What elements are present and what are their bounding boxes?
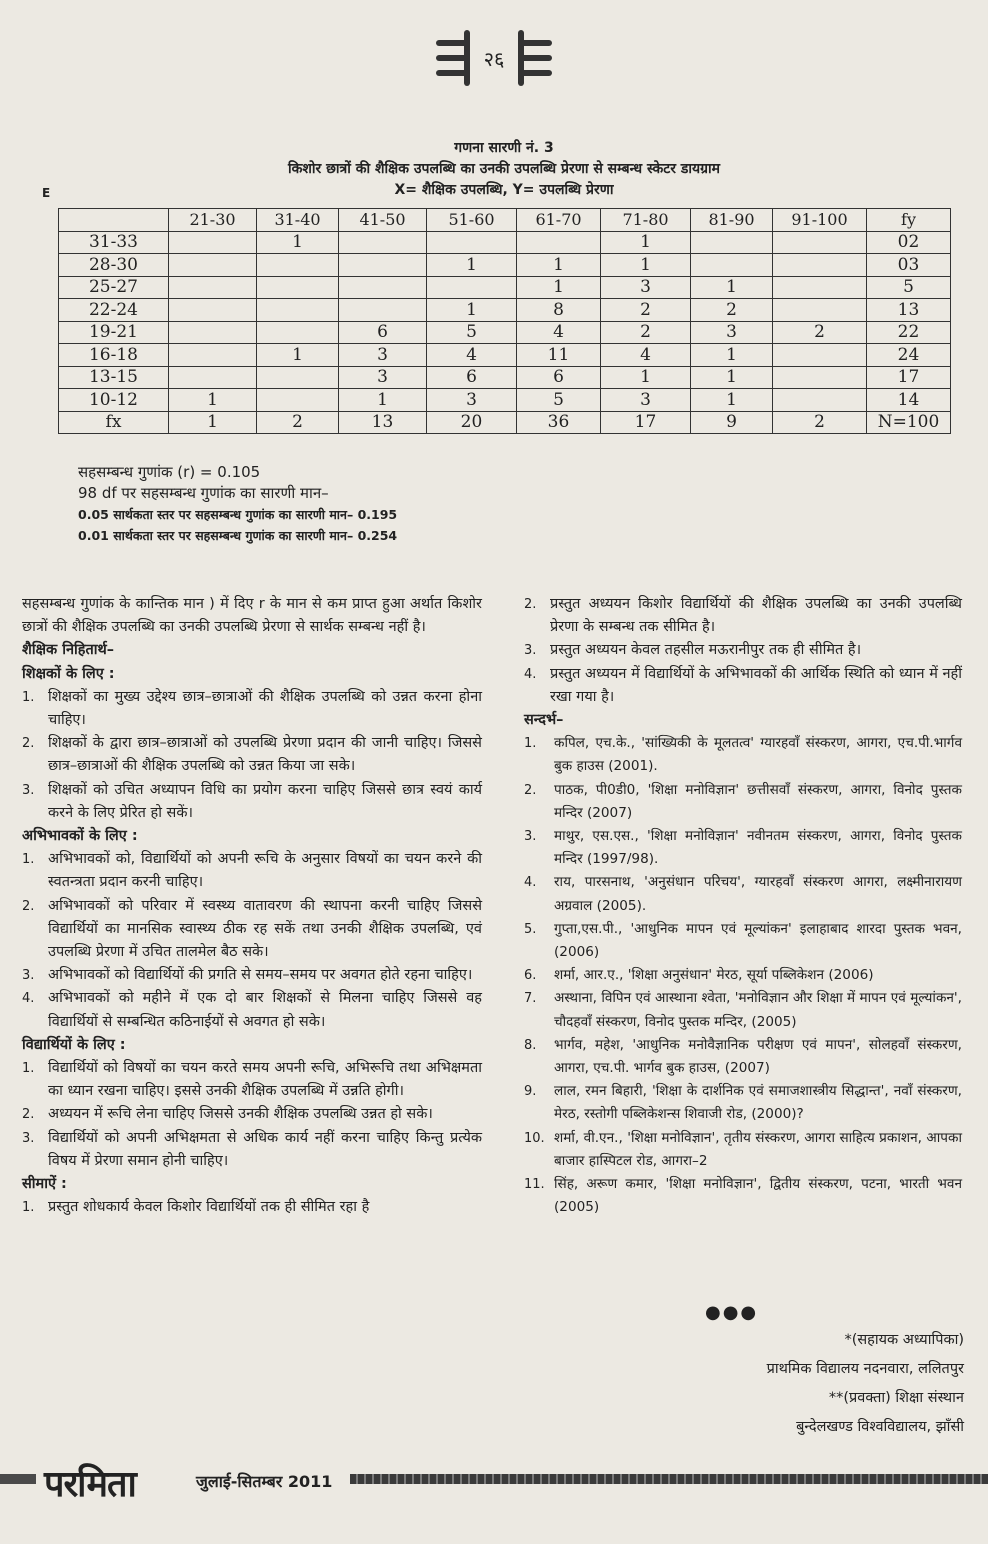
table-cell bbox=[427, 276, 517, 299]
item-text: पाठक, पी0डी0, 'शिक्षा मनोविज्ञान' छत्तीसवाँ संस्करण, आगरा, विनोद पुस्तक मन्दिर (2007) bbox=[554, 781, 962, 821]
table-cell: 1 bbox=[169, 389, 257, 412]
list-item bbox=[22, 964, 482, 987]
references-heading: सन्दर्भ– bbox=[524, 712, 564, 729]
footer-bar-right bbox=[350, 1474, 988, 1484]
table-cell: 2 bbox=[257, 411, 339, 434]
item-text: अस्थाना, विपिन एवं आस्थाना श्वेता, 'मनोविज्ञान और शिक्षा में मापन एवं मूल्यांकन', चौदहवाँ संस्करण, विनोद पुस्तक मन्दिर, (2005) bbox=[554, 990, 962, 1030]
table-cell: 1 bbox=[517, 254, 601, 277]
item-text: कपिल, एच.के., 'सांख्यिकी के मूलतत्व' ग्यारहवाँ संस्करण, आगरा, एच.पी.भार्गव बुक हाउस (2001). bbox=[554, 735, 962, 775]
table-row bbox=[59, 231, 951, 254]
intro-paragraph: सहसम्बन्ध गुणांक के कान्तिक मान ) में दिए r के मान से कम प्राप्त हुआ अर्थात किशोर छात्रों की शैक्षिक उपलब्धि का उनकी उपलब्धि प्रेरणा से सार्थक सम्बन्ध नहीं है। bbox=[22, 596, 482, 636]
table-cell bbox=[773, 344, 867, 367]
footer bbox=[0, 1456, 988, 1504]
limits-heading: सीमाऐं : bbox=[22, 1176, 67, 1193]
table-cell bbox=[773, 366, 867, 389]
table-cell bbox=[257, 276, 339, 299]
table-cell: 2 bbox=[601, 321, 691, 344]
table-cell: 3 bbox=[427, 389, 517, 412]
table-cell: 1 bbox=[691, 276, 773, 299]
table-cell: 1 bbox=[427, 254, 517, 277]
item-text: प्रस्तुत अध्ययन किशोर विद्यार्थियों की शैक्षिक उपलब्धि का उनकी उपलब्धि प्रेरणा के सम्बन्ध तक सीमित है। bbox=[550, 596, 962, 636]
table-cell: 5 bbox=[427, 321, 517, 344]
table-cell: 4 bbox=[427, 344, 517, 367]
list-item bbox=[524, 1127, 962, 1173]
table-cell: 1 bbox=[691, 366, 773, 389]
list-item bbox=[22, 732, 482, 778]
column-header: 91-100 bbox=[773, 209, 867, 232]
table-cell bbox=[339, 254, 427, 277]
table-row bbox=[59, 254, 951, 277]
table-cell bbox=[257, 321, 339, 344]
correlation-value: सहसम्बन्ध गुणांक (r) = 0.105 bbox=[78, 463, 261, 481]
table-cell: 6 bbox=[427, 366, 517, 389]
item-number: 3. bbox=[524, 829, 537, 845]
table-cell: 1 bbox=[691, 389, 773, 412]
item-number: 4. bbox=[524, 666, 537, 682]
table-cell: 2 bbox=[691, 299, 773, 322]
column-header: 81-90 bbox=[691, 209, 773, 232]
table-cell: 3 bbox=[601, 276, 691, 299]
table-cell: 11 bbox=[517, 344, 601, 367]
implications-heading: शैक्षिक निहितार्थ– bbox=[22, 642, 114, 659]
ornament-right bbox=[518, 30, 552, 86]
table-cell bbox=[169, 321, 257, 344]
list-item bbox=[22, 1127, 482, 1173]
item-number: 9. bbox=[524, 1084, 537, 1100]
table-cell bbox=[339, 276, 427, 299]
table-cell: 1 bbox=[339, 389, 427, 412]
item-number: 2. bbox=[524, 597, 537, 612]
item-number: 11. bbox=[524, 1177, 545, 1193]
table-title: किशोर छात्रों की शैक्षिक उपलब्धि का उनकी उपलब्धि प्रेरणा से सम्बन्ध स्केटर डायग्राम bbox=[287, 161, 721, 177]
item-text: शिक्षकों को उचित अध्यापन विधि का प्रयोग करना चाहिए जिससे छात्र स्वयं कार्य करने के लिए प्रेरित हो सकें। bbox=[48, 781, 482, 821]
author-affiliations bbox=[560, 1326, 964, 1442]
level-05: 0.05 सार्थकता स्तर पर सहसम्बन्ध गुणांक का सारणी मान– 0.195 bbox=[78, 507, 398, 522]
table-cell bbox=[339, 299, 427, 322]
row-label: 19-21 bbox=[59, 321, 169, 344]
table-row bbox=[59, 366, 951, 389]
table-cell: 2 bbox=[601, 299, 691, 322]
table-cell: 3 bbox=[339, 344, 427, 367]
row-label: 13-15 bbox=[59, 366, 169, 389]
column-header: 41-50 bbox=[339, 209, 427, 232]
journal-name: परमिता bbox=[44, 1464, 136, 1505]
item-text: प्रस्तुत शोधकार्य केवल किशोर विद्यार्थियों तक ही सीमित रहा है bbox=[48, 1199, 370, 1216]
table-cell bbox=[427, 231, 517, 254]
table-row bbox=[59, 321, 951, 344]
table-cell: 3 bbox=[691, 321, 773, 344]
table-cell: 13 bbox=[339, 411, 427, 434]
table-cell: N=100 bbox=[867, 411, 951, 434]
item-text: विद्यार्थियों को अपनी अभिक्षमता से अधिक कार्य नहीं करना चाहिए किन्तु प्रत्येक विषय में प्रेरणा समान होनी चाहिए। bbox=[48, 1129, 482, 1169]
table-cell: 1 bbox=[517, 276, 601, 299]
students-heading: विद्यार्थियों के लिए : bbox=[22, 1036, 126, 1053]
table-cell: 4 bbox=[517, 321, 601, 344]
table-cell: 03 bbox=[867, 254, 951, 277]
corner-mark: E bbox=[42, 186, 51, 200]
item-number: 2. bbox=[22, 898, 35, 914]
teachers-list bbox=[22, 686, 482, 825]
item-number: 3. bbox=[22, 782, 35, 798]
table-heading bbox=[60, 138, 948, 201]
table-cell: 13 bbox=[867, 299, 951, 322]
table-cell: 2 bbox=[773, 411, 867, 434]
list-item bbox=[524, 825, 962, 871]
table-cell: 14 bbox=[867, 389, 951, 412]
table-cell bbox=[257, 254, 339, 277]
affiliation-line-4: बुन्देलखण्ड विश्वविद्यालय, झाँसी bbox=[796, 1419, 964, 1435]
item-text: प्रस्तुत अध्ययन में विद्यार्थियों के अभिभावकों की आर्थिक स्थिति को ध्यान में नहीं रखा गया है। bbox=[550, 665, 962, 705]
item-text: सिंह, अरूण कमार, 'शिक्षा मनोविज्ञान', द्वितीय संस्करण, पटना, भारती भवन (2005) bbox=[554, 1176, 962, 1216]
table-row bbox=[59, 344, 951, 367]
parents-heading: अभिभावकों के लिए : bbox=[22, 828, 138, 845]
table-row bbox=[59, 389, 951, 412]
item-text: अभिभावकों को विद्यार्थियों की प्रगति से समय–समय पर अवगत होते रहना चाहिए। bbox=[48, 967, 473, 984]
item-number: 3. bbox=[524, 643, 537, 659]
df-line: 98 df पर सहसम्बन्ध गुणांक का सारणी मान– bbox=[78, 484, 329, 502]
table-cell: 1 bbox=[601, 231, 691, 254]
table-row bbox=[59, 276, 951, 299]
affiliation-line-1: *(सहायक अध्यापिका) bbox=[844, 1332, 964, 1348]
item-number: 10. bbox=[524, 1130, 545, 1146]
table-cell bbox=[169, 366, 257, 389]
list-item bbox=[524, 593, 962, 639]
table-cell: 1 bbox=[169, 411, 257, 434]
affiliation-line-2: प्राथमिक विद्यालय नदनवारा, ललितपुर bbox=[766, 1361, 964, 1377]
item-text: अभिभावकों को महीने में एक दो बार शिक्षकों से मिलना चाहिए जिससे वह विद्यार्थियों से सम्बन्धित कठिनाईयों से अवगत हो सके। bbox=[48, 990, 482, 1030]
item-number: 1. bbox=[22, 689, 35, 705]
table-cell: 22 bbox=[867, 321, 951, 344]
table-header-row bbox=[59, 209, 951, 232]
list-item bbox=[524, 964, 962, 987]
limits-list bbox=[22, 1196, 482, 1219]
row-label: 31-33 bbox=[59, 231, 169, 254]
row-label: 22-24 bbox=[59, 299, 169, 322]
item-text: प्रस्तुत अध्ययन केवल तहसील मऊरानीपुर तक ही सीमित है। bbox=[550, 642, 862, 659]
item-number: 1. bbox=[22, 1200, 35, 1216]
table-cell bbox=[773, 231, 867, 254]
column-header: 21-30 bbox=[169, 209, 257, 232]
table-body bbox=[59, 231, 951, 434]
item-number: 3. bbox=[22, 968, 35, 984]
list-item bbox=[22, 1196, 482, 1219]
table-cell: 17 bbox=[601, 411, 691, 434]
item-number: 2. bbox=[22, 1107, 35, 1123]
list-item bbox=[22, 848, 482, 894]
level-01: 0.01 सार्थकता स्तर पर सहसम्बन्ध गुणांक का सारणी मान– 0.254 bbox=[78, 528, 398, 543]
item-number: 2. bbox=[22, 736, 35, 752]
item-number: 1. bbox=[524, 736, 537, 752]
table-cell: 20 bbox=[427, 411, 517, 434]
column-header bbox=[59, 209, 169, 232]
table-cell: 1 bbox=[601, 366, 691, 389]
table-cell: 1 bbox=[427, 299, 517, 322]
table-cell bbox=[169, 299, 257, 322]
table-cell: 3 bbox=[339, 366, 427, 389]
item-number: 1. bbox=[22, 852, 35, 868]
list-item bbox=[22, 686, 482, 732]
table-row bbox=[59, 299, 951, 322]
table-cell bbox=[257, 366, 339, 389]
item-number: 8. bbox=[524, 1037, 537, 1053]
table-cell bbox=[169, 231, 257, 254]
column-header: 61-70 bbox=[517, 209, 601, 232]
item-number: 4. bbox=[22, 991, 35, 1007]
table-cell: 6 bbox=[339, 321, 427, 344]
list-item bbox=[22, 987, 482, 1033]
table-cell: 5 bbox=[867, 276, 951, 299]
table-cell: 1 bbox=[257, 344, 339, 367]
row-label: 16-18 bbox=[59, 344, 169, 367]
list-item bbox=[524, 918, 962, 964]
table-cell: 36 bbox=[517, 411, 601, 434]
table-axes-legend: X= शैक्षिक उपलब्धि, Y= उपलब्धि प्रेरणा bbox=[394, 182, 614, 198]
table-cell: 1 bbox=[257, 231, 339, 254]
footer-bar-left bbox=[0, 1474, 36, 1484]
table-number: गणना सारणी नं. 3 bbox=[454, 140, 554, 156]
item-text: लाल, रमन बिहारी, 'शिक्षा के दार्शनिक एवं समाजशास्त्रीय सिद्धान्त', नवाँ संस्करण, मेरठ, रस्तोगी पब्लिकेशन्स शिवाजी रोड, (2000)? bbox=[554, 1083, 962, 1123]
row-label: 28-30 bbox=[59, 254, 169, 277]
references-list bbox=[524, 732, 962, 1219]
left-column bbox=[22, 593, 482, 1219]
column-header: 51-60 bbox=[427, 209, 517, 232]
list-item bbox=[524, 871, 962, 917]
scatter-table bbox=[58, 208, 951, 434]
table-cell bbox=[257, 299, 339, 322]
list-item bbox=[22, 895, 482, 965]
item-text: अभिभावकों को, विद्यार्थियों को अपनी रूचि के अनुसार विषयों का चयन करने की स्वतन्त्रता प्रदान करनी चाहिए। bbox=[48, 851, 482, 891]
table-cell: 4 bbox=[601, 344, 691, 367]
item-number: 7. bbox=[524, 991, 537, 1007]
list-item bbox=[524, 663, 962, 709]
item-text: अध्ययन में रूचि लेना चाहिए जिससे उनकी शैक्षिक उपलब्धि उन्नत हो सके। bbox=[48, 1106, 433, 1123]
table-cell bbox=[691, 254, 773, 277]
item-text: अभिभावकों को परिवार में स्वस्थ्य वातावरण की स्थापना करनी चाहिए जिससे विद्यार्थियों का मानसिक स्वास्थ्य ठीक रह सकें तथा उनकी शैक्षिक उपलब्धि, एवं उपलब्धि प्रेरणा में उचित तालमेल बैठ सके। bbox=[48, 897, 482, 961]
list-item bbox=[524, 779, 962, 825]
item-text: गुप्ता,एस.पी., 'आधुनिक मापन एवं मूल्यांकन' इलाहाबाद शारदा पुस्तक भवन, (2006) bbox=[554, 920, 962, 961]
item-number: 1. bbox=[22, 1061, 35, 1077]
table-cell: 17 bbox=[867, 366, 951, 389]
list-item bbox=[524, 639, 962, 662]
row-label: fx bbox=[59, 411, 169, 434]
teachers-heading: शिक्षकों के लिए : bbox=[22, 665, 115, 682]
column-header: 71-80 bbox=[601, 209, 691, 232]
table-cell bbox=[691, 231, 773, 254]
item-number: 6. bbox=[524, 968, 537, 984]
item-number: 3. bbox=[22, 1130, 35, 1146]
table-cell: 2 bbox=[773, 321, 867, 344]
page-number-text: २६ bbox=[483, 46, 505, 71]
table-cell bbox=[169, 254, 257, 277]
list-item bbox=[22, 779, 482, 825]
table-cell bbox=[169, 276, 257, 299]
table-cell: 5 bbox=[517, 389, 601, 412]
row-label: 25-27 bbox=[59, 276, 169, 299]
table-cell bbox=[773, 276, 867, 299]
table-cell: 1 bbox=[601, 254, 691, 277]
item-text: शिक्षकों के द्वारा छात्र–छात्राओं को उपलब्धि प्रेरणा प्रदान की जानी चाहिए। जिससे छात्र–छात्राओं की शैक्षिक उपलब्धि को उन्नत किया जा सके। bbox=[48, 735, 482, 775]
item-text: राय, पारसनाथ, 'अनुसंधान परिचय', ग्यारहवाँ संस्करण आगरा, लक्ष्मीनारायण अग्रवाल (2005). bbox=[554, 874, 962, 914]
list-item bbox=[524, 1080, 962, 1126]
stats-block bbox=[78, 462, 778, 546]
item-number: 4. bbox=[524, 875, 537, 891]
affiliation-line-3: **(प्रवक्ता) शिक्षा संस्थान bbox=[828, 1390, 964, 1406]
table-cell: 1 bbox=[691, 344, 773, 367]
list-item bbox=[22, 1103, 482, 1126]
item-text: भार्गव, महेश, 'आधुनिक मनोवैज्ञानिक परीक्षण एवं मापन', सोलहवाँ संस्करण, आगरा, एच.पी. भार्गव बुक हाउस, (2007) bbox=[554, 1036, 962, 1077]
table-cell bbox=[339, 231, 427, 254]
parents-list bbox=[22, 848, 482, 1034]
item-text: शर्मा, वी.एन., 'शिक्षा मनोविज्ञान', तृतीय संस्करण, आगरा साहित्य प्रकाशन, आपका बाजार हास्पिटल रोड, आगरा–2 bbox=[554, 1129, 962, 1169]
item-text: शिक्षकों का मुख्य उद्देश्य छात्र–छात्राओं की शैक्षिक उपलब्धि को उन्नत करना होना चाहिए। bbox=[48, 688, 482, 729]
column-header: 31-40 bbox=[257, 209, 339, 232]
list-item bbox=[524, 1034, 962, 1080]
table-cell bbox=[517, 231, 601, 254]
list-item bbox=[524, 732, 962, 778]
limits-list-continued bbox=[524, 593, 962, 709]
table-cell: 24 bbox=[867, 344, 951, 367]
list-item bbox=[524, 1173, 962, 1219]
table-cell: 6 bbox=[517, 366, 601, 389]
table-cell bbox=[773, 299, 867, 322]
item-text: विद्यार्थियों को विषयों का चयन करते समय अपनी रूचि, अभिरूचि तथा अभिक्षमता का ध्यान रखना चाहिए। इससे उनकी शैक्षिक उपलब्धि में उन्नति होगी। bbox=[48, 1060, 482, 1100]
page-number bbox=[0, 30, 988, 90]
table-cell: 8 bbox=[517, 299, 601, 322]
section-separator: ●●● bbox=[705, 1302, 759, 1323]
table-cell: 9 bbox=[691, 411, 773, 434]
item-text: शर्मा, आर.ए., 'शिक्षा अनुसंधान' मेरठ, सूर्या पब्लिकेशन (2006) bbox=[554, 967, 874, 984]
item-number: 2. bbox=[524, 782, 537, 798]
table-cell bbox=[773, 254, 867, 277]
list-item bbox=[22, 1057, 482, 1103]
item-text: माथुर, एस.एस., 'शिक्षा मनोविज्ञान' नवीनतम संस्करण, आगरा, विनोद पुस्तक मन्दिर (1997/98). bbox=[554, 828, 962, 868]
table-cell bbox=[257, 389, 339, 412]
item-number: 5. bbox=[524, 921, 537, 937]
list-item bbox=[524, 987, 962, 1033]
issue-date: जुलाई-सितम्बर 2011 bbox=[196, 1472, 333, 1491]
ornament-left bbox=[436, 30, 470, 86]
row-label: 10-12 bbox=[59, 389, 169, 412]
students-list bbox=[22, 1057, 482, 1173]
table-cell: 02 bbox=[867, 231, 951, 254]
table-cell: 3 bbox=[601, 389, 691, 412]
table-cell bbox=[169, 344, 257, 367]
right-column bbox=[524, 593, 962, 1219]
table-cell bbox=[773, 389, 867, 412]
table-row bbox=[59, 411, 951, 434]
column-header: fy bbox=[867, 209, 951, 232]
